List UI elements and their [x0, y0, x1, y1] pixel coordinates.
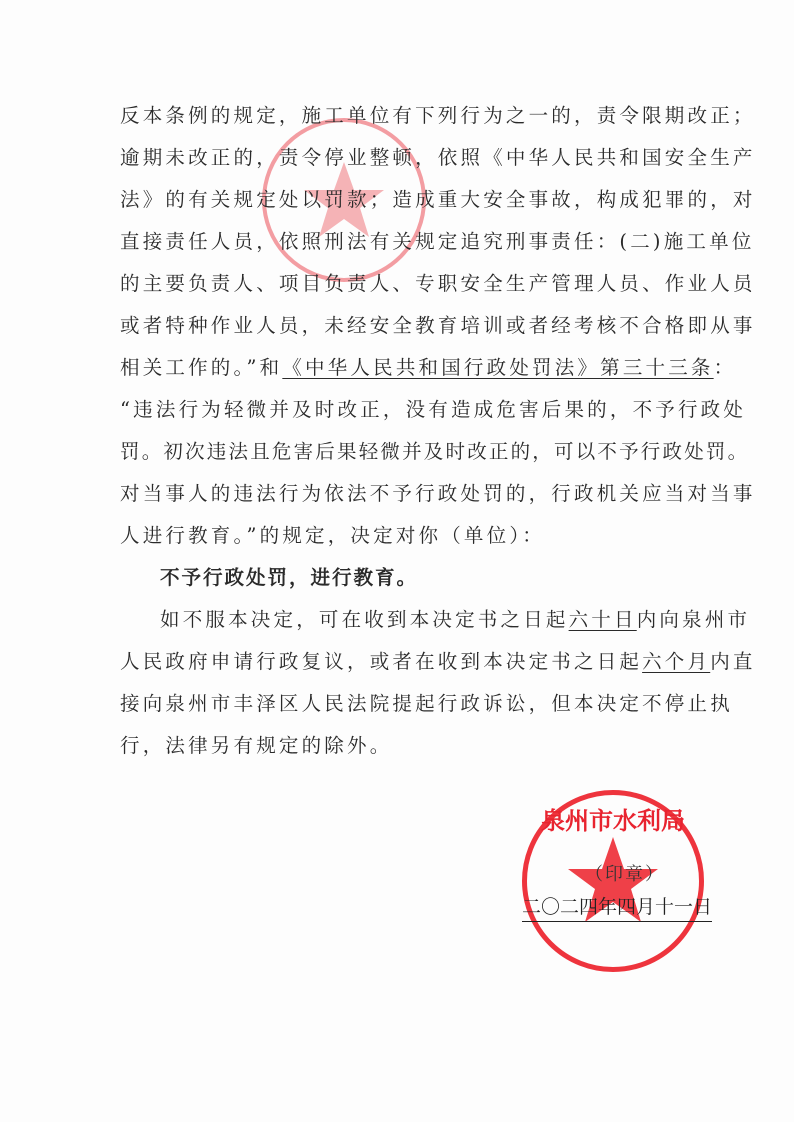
line7-prefix: 相关工作的。”和	[120, 356, 283, 379]
appeal-text: 内向泉州市	[636, 608, 751, 631]
appeal-line-3: 接向泉州市丰泽区人民法院提起行政诉讼，但本决定不停止执	[120, 692, 733, 715]
seal-text: 泉州市水利局	[541, 807, 685, 835]
law-citation: 《中华人民共和国行政处罚法》第三十三条	[282, 356, 714, 379]
quote-line-1: “违法行为轻微并及时改正，没有造成危害后果的，不予行政处	[120, 398, 747, 421]
appeal-text: 如不服本决定，可在收到本决定书之日起	[160, 608, 569, 631]
issue-date: 二〇二四年四月十一日	[522, 892, 712, 922]
body-line-2: 逾期未改正的，责令停业整顿，依照《中华人民共和国安全生产	[120, 146, 756, 169]
deadline-60-days: 六十日	[568, 608, 637, 631]
line7-suffix: ：	[713, 356, 737, 379]
decision-text: 不予行政处罚，进行教育。	[160, 566, 419, 589]
quote-line-4: 人进行教育。”的规定，决定对你（单位）：	[120, 524, 545, 547]
body-line-6: 或者特种作业人员，未经安全教育培训或者经考核不合格即从事	[120, 314, 756, 337]
body-line-7	[120, 356, 737, 380]
deadline-6-months: 六个月	[642, 650, 711, 673]
quote-line-2: 罚。初次违法且危害后果轻微并及时改正的，可以不予行政处罚。	[120, 440, 750, 463]
appeal-line-1	[160, 608, 751, 632]
appeal-line-2	[120, 650, 756, 674]
appeal-line-4: 行，法律另有规定的除外。	[120, 734, 393, 757]
body-line-3: 法》的有关规定处以罚款；造成重大安全事故，构成犯罪的，对	[120, 188, 756, 211]
quote-line-3: 对当事人的违法行为依法不予行政处罚的，行政机关应当对当事	[120, 482, 756, 505]
seal-label: （印章）	[585, 864, 665, 885]
body-line-1: 反本条例的规定，施工单位有下列行为之一的，责令限期改正；	[120, 104, 756, 127]
appeal-text: 人民政府申请行政复议，或者在收到本决定书之日起	[120, 650, 643, 673]
body-line-4: 直接责任人员，依照刑法有关规定追究刑事责任：(二)施工单位	[120, 230, 755, 253]
appeal-text: 内直	[710, 650, 756, 673]
body-line-5: 的主要负责人、项目负责人、专职安全生产管理人员、作业人员	[120, 272, 756, 295]
